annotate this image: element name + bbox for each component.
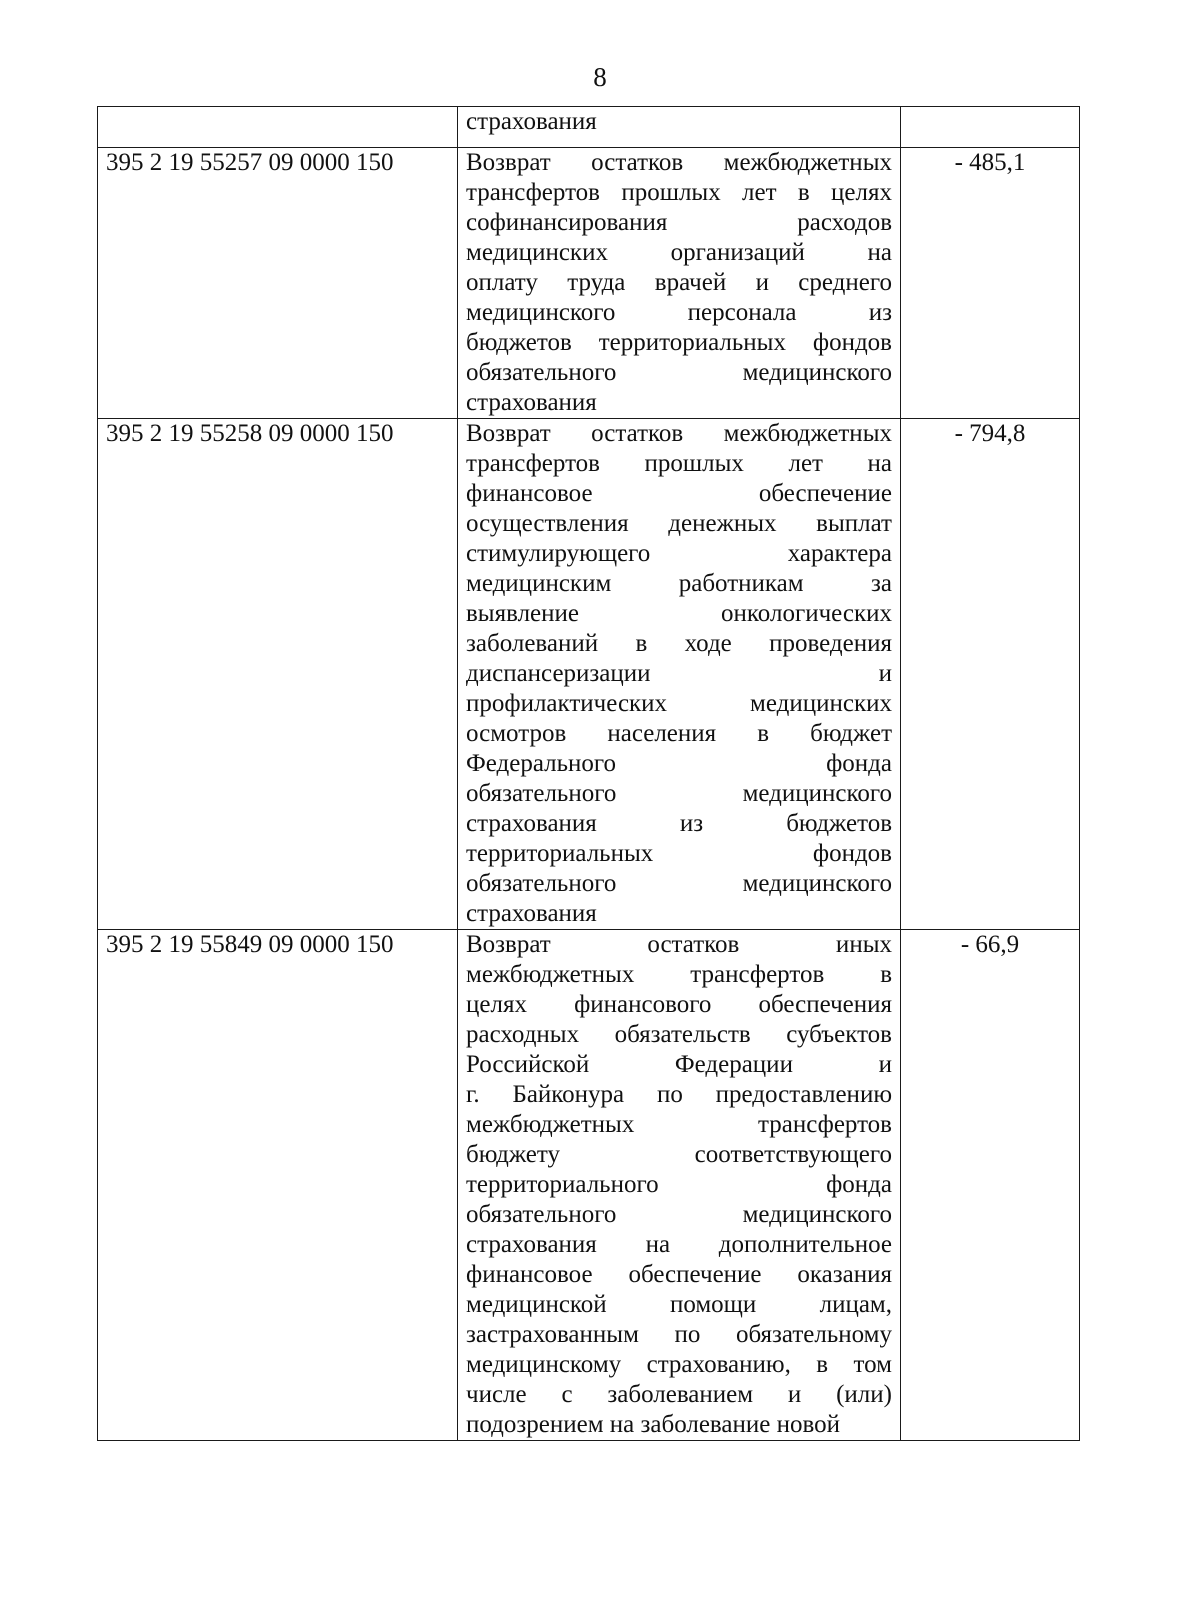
description-line: диспансеризации и	[466, 660, 892, 687]
description-line: финансовое обеспечение оказания	[466, 1261, 892, 1288]
description-line: стимулирующего характера	[466, 540, 892, 567]
description-cell	[458, 148, 901, 419]
description-line: Возврат остатков межбюджетных	[466, 149, 892, 176]
description-line: выявление онкологических	[466, 600, 892, 627]
description-line: обязательного медицинского	[466, 359, 892, 386]
description-line: Российской Федерации и	[466, 1051, 892, 1078]
budget-code-cell: 395 2 19 55849 09 0000 150	[98, 930, 458, 1441]
description-line: территориальных фондов	[466, 840, 892, 867]
description-line: медицинской помощи лицам,	[466, 1291, 892, 1318]
description-line: страхования на дополнительное	[466, 1231, 892, 1258]
description-line: обязательного медицинского	[466, 780, 892, 807]
description-line: Возврат остатков межбюджетных	[466, 420, 892, 447]
description-line: осмотров населения в бюджет	[466, 720, 892, 747]
budget-code-cell	[98, 107, 458, 148]
description-line: подозрением на заболевание новой	[466, 1411, 840, 1438]
description-cell	[458, 419, 901, 930]
description-line: медицинскому страхованию, в том	[466, 1351, 892, 1378]
description-line: обязательного медицинского	[466, 1201, 892, 1228]
budget-table	[97, 106, 1080, 1441]
description-line: профилактических медицинских	[466, 690, 892, 717]
description-line: числе с заболеванием и (или)	[466, 1381, 892, 1408]
description-line: финансовое обеспечение	[466, 480, 892, 507]
description-line: страхования	[466, 900, 597, 927]
description-line: трансфертов прошлых лет в целях	[466, 179, 892, 206]
description-line: бюджету соответствующего	[466, 1141, 892, 1168]
budget-code-cell: 395 2 19 55258 09 0000 150	[98, 419, 458, 930]
description-cell	[458, 107, 901, 148]
description-line: обязательного медицинского	[466, 870, 892, 897]
description-line: межбюджетных трансфертов	[466, 1111, 892, 1138]
amount-cell: - 794,8	[901, 419, 1080, 930]
description-line: страхования из бюджетов	[466, 810, 892, 837]
table-row	[98, 107, 1080, 148]
table-row	[98, 419, 1080, 930]
description-cell	[458, 930, 901, 1441]
description-line: территориального фонда	[466, 1171, 892, 1198]
description-line: целях финансового обеспечения	[466, 991, 892, 1018]
table-row	[98, 148, 1080, 419]
description-line: медицинского персонала из	[466, 299, 892, 326]
description-line: осуществления денежных выплат	[466, 510, 892, 537]
description-line: медицинским работникам за	[466, 570, 892, 597]
description-line: г. Байконура по предоставлению	[466, 1081, 892, 1108]
amount-cell: - 485,1	[901, 148, 1080, 419]
description-line: застрахованным по обязательному	[466, 1321, 892, 1348]
description-line: софинансирования расходов	[466, 209, 892, 236]
budget-code-cell: 395 2 19 55257 09 0000 150	[98, 148, 458, 419]
page-number: 8	[593, 62, 607, 92]
description-line: медицинских организаций на	[466, 239, 892, 266]
description-line: заболеваний в ходе проведения	[466, 630, 892, 657]
table-body	[98, 107, 1080, 1441]
description-line: Возврат остатков иных	[466, 931, 892, 958]
description-line: бюджетов территориальных фондов	[466, 329, 892, 356]
amount-cell	[901, 107, 1080, 148]
table-row	[98, 930, 1080, 1441]
description-line: межбюджетных трансфертов в	[466, 961, 892, 988]
description-line: оплату труда врачей и среднего	[466, 269, 892, 296]
description-line: расходных обязательств субъектов	[466, 1021, 892, 1048]
description-line: Федерального фонда	[466, 750, 892, 777]
amount-cell: - 66,9	[901, 930, 1080, 1441]
description-line: страхования	[466, 389, 597, 416]
description-line: страхования	[466, 108, 597, 135]
description-line: трансфертов прошлых лет на	[466, 450, 892, 477]
